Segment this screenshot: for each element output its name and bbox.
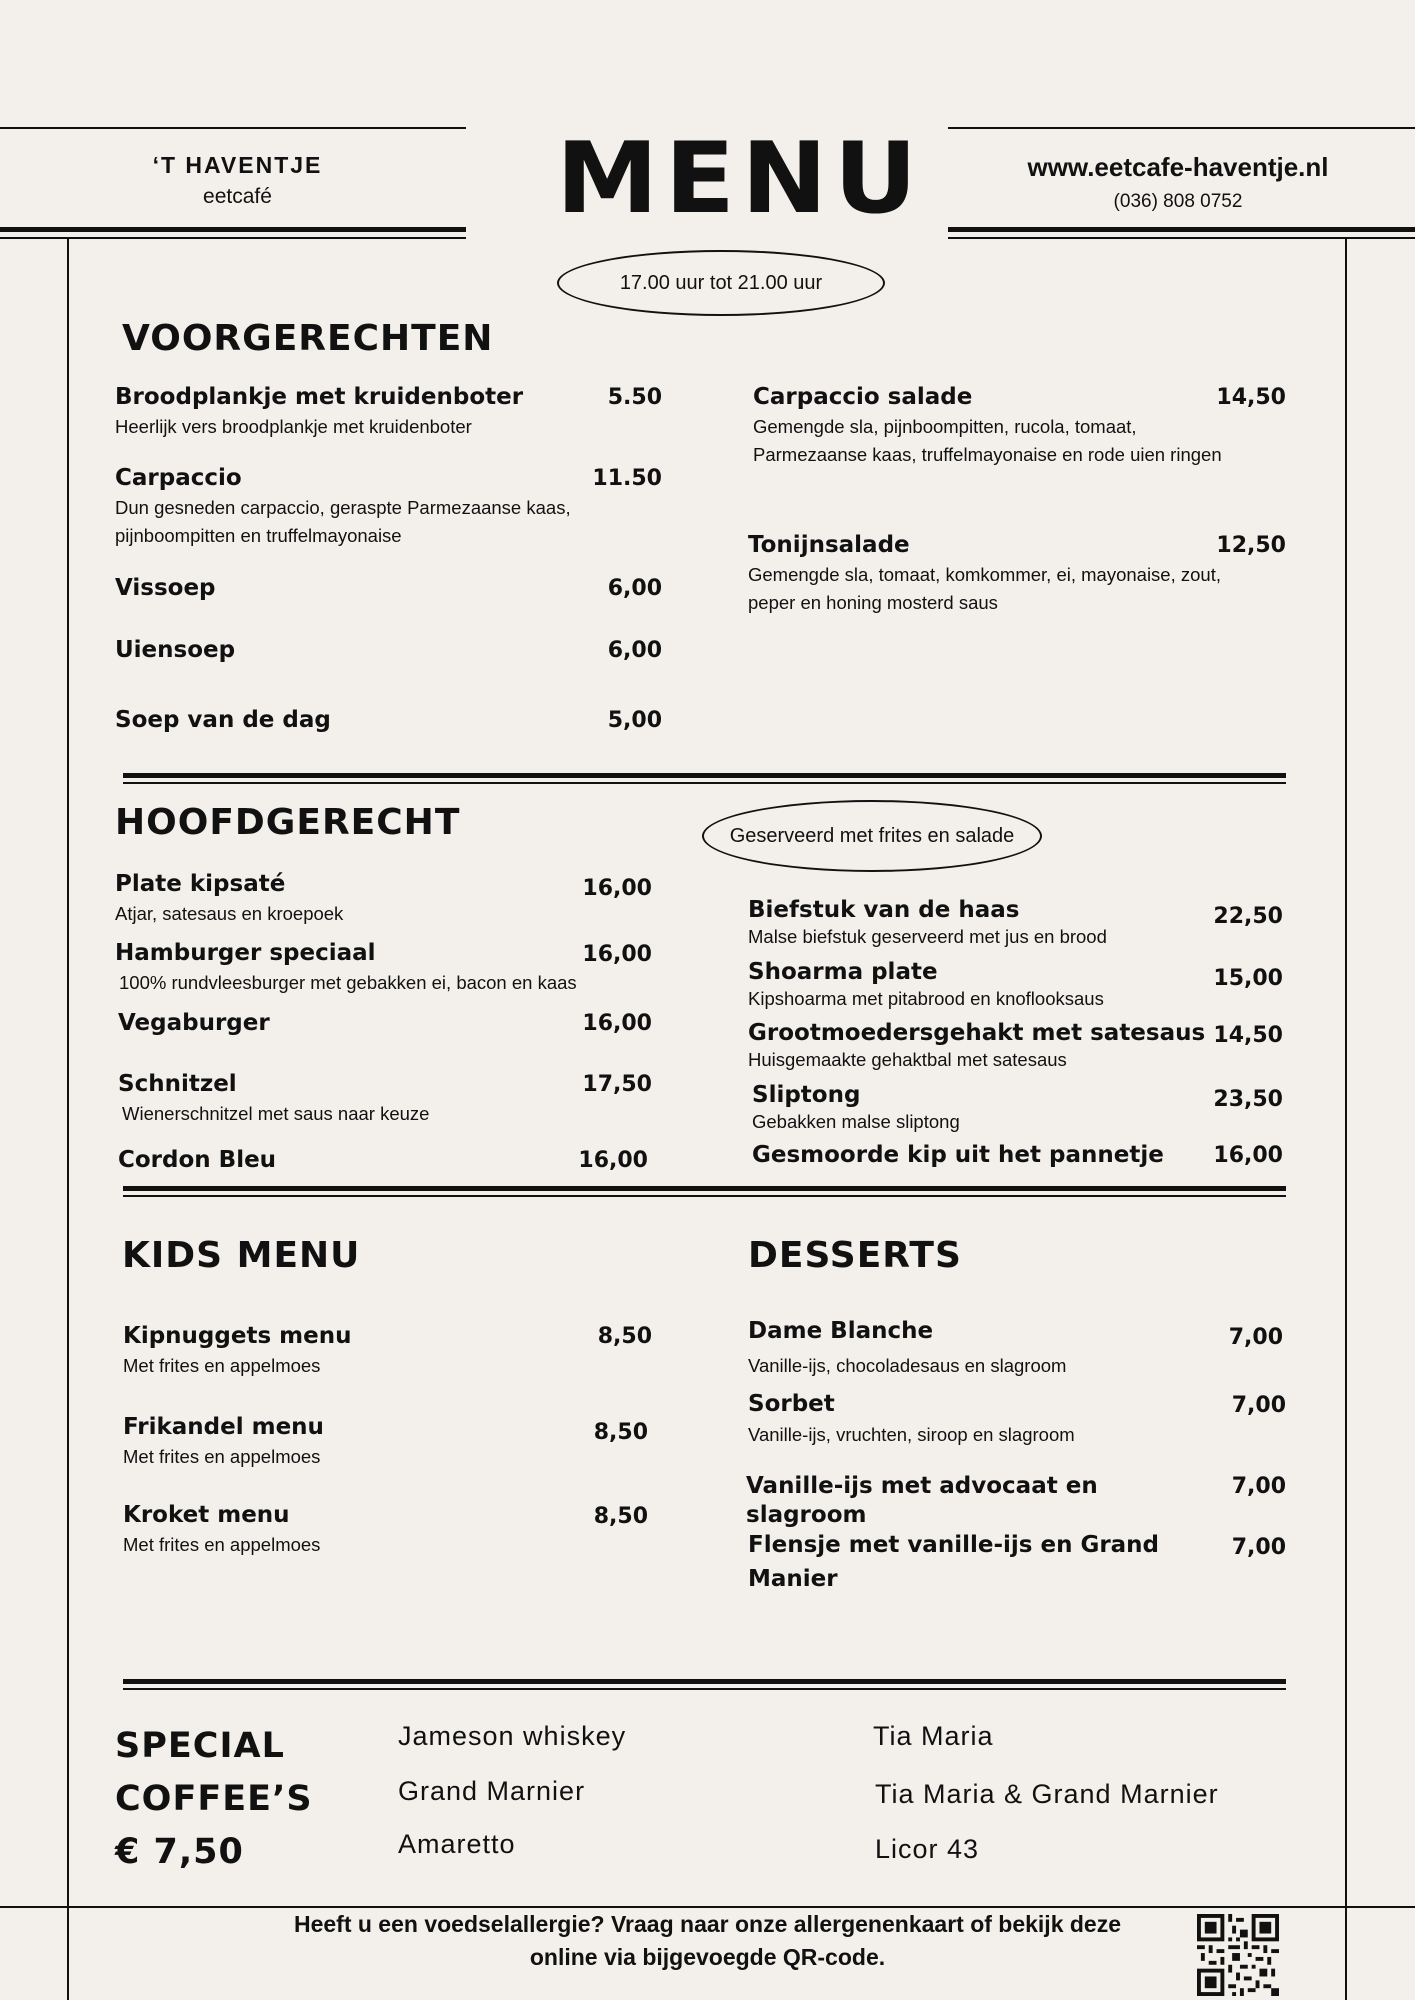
brand — [0, 152, 475, 209]
menu-item — [748, 896, 1228, 951]
item-description: Heerlijk vers broodplankje met kruidenboter — [115, 415, 472, 437]
menu-item — [115, 636, 515, 665]
item-description: Huisgemaakte gehaktbal met satesaus — [748, 1048, 1067, 1070]
menu-item — [748, 958, 1228, 1013]
item-price: 16,00 — [578, 1148, 648, 1173]
coffee-item: Tia Maria — [873, 1721, 994, 1751]
allergy-notice-line2: online via bijgevoegde QR-code. — [529, 1944, 886, 1970]
coffee-item: Licor 43 — [875, 1834, 980, 1864]
item-name: Sorbet — [748, 1391, 835, 1417]
frame-right-line — [1345, 239, 1347, 2000]
item-name: Broodplankje met kruidenboter — [115, 384, 524, 410]
header-left-bottom-thin-line — [0, 237, 466, 239]
divider-2-thick — [123, 1186, 1286, 1191]
menu-item — [118, 1070, 638, 1128]
item-description: 100% rundvleesburger met gebakken ei, bacon en kaas — [119, 971, 577, 993]
item-price: 17,50 — [582, 1072, 652, 1097]
served-with-text: Geserveerd met frites en salade — [729, 824, 1015, 847]
menu-item — [115, 939, 635, 997]
special-coffee-title — [115, 1720, 313, 1879]
item-price: 5,00 — [607, 708, 662, 733]
item-name: Shoarma plate — [748, 959, 938, 985]
item-description: Gemengde sla, tomaat, komkommer, ei, mayonaise, zout, peper en honing mosterd saus — [748, 563, 1221, 613]
special-coffee-price: € 7,50 — [115, 1832, 244, 1872]
item-name: Frikandel menu — [123, 1414, 324, 1440]
allergy-notice — [200, 1908, 1215, 1974]
menu-item — [115, 574, 515, 603]
menu-item — [752, 1081, 1232, 1136]
voorgerechten-title: VOORGERECHTEN — [122, 318, 494, 359]
item-price: 16,00 — [582, 1011, 652, 1036]
hoofdgerecht-title: HOOFDGERECHT — [115, 802, 461, 843]
item-name: Soep van de dag — [115, 707, 331, 733]
item-price: 7,00 — [1228, 1325, 1283, 1350]
item-name: Hamburger speciaal — [115, 940, 376, 966]
item-name: Biefstuk van de haas — [748, 897, 1020, 923]
item-name: Vegaburger — [118, 1010, 270, 1036]
menu-item — [123, 1322, 543, 1380]
brand-subtitle: eetcafé — [203, 185, 272, 208]
menu-item — [752, 1141, 1232, 1170]
divider-1-thick — [123, 773, 1286, 778]
item-price: 6,00 — [607, 576, 662, 601]
website-link[interactable]: www.eetcafe-haventje.nl — [1027, 152, 1329, 182]
item-description: Vanille-ijs, chocoladesaus en slagroom — [748, 1354, 1067, 1376]
item-description: Met frites en appelmoes — [123, 1445, 321, 1467]
hours-badge — [557, 250, 885, 316]
item-price: 16,00 — [1213, 1143, 1283, 1168]
item-price: 14,50 — [1216, 385, 1286, 410]
item-name: Schnitzel — [118, 1071, 237, 1097]
coffee-item: Tia Maria & Grand Marnier — [875, 1779, 1219, 1809]
item-description: Met frites en appelmoes — [123, 1354, 321, 1376]
item-price: 8,50 — [597, 1324, 652, 1349]
item-description: Atjar, satesaus en kroepoek — [115, 902, 344, 924]
menu-item — [115, 383, 635, 441]
item-price: 7,00 — [1231, 1393, 1286, 1418]
item-name: Dame Blanche — [748, 1318, 934, 1344]
hours-text: 17.00 uur tot 21.00 uur — [619, 271, 823, 294]
phone-number: (036) 808 0752 — [1113, 191, 1243, 212]
item-name: Carpaccio — [115, 465, 242, 491]
coffee-item: Amaretto — [398, 1829, 516, 1859]
menu-item — [748, 1528, 1178, 1596]
menu-item — [748, 1317, 1208, 1380]
item-price: 8,50 — [593, 1504, 648, 1529]
desserts-title: DESSERTS — [748, 1235, 962, 1276]
item-name: Sliptong — [752, 1082, 861, 1108]
item-name: Cordon Bleu — [118, 1147, 277, 1173]
item-price: 7,00 — [1231, 1474, 1286, 1499]
kids-menu-title: KIDS MENU — [122, 1235, 361, 1276]
divider-3-thin — [123, 1688, 1286, 1690]
item-price: 6,00 — [607, 638, 662, 663]
menu-item — [746, 1472, 1216, 1530]
page-title: MENU — [556, 122, 924, 236]
coffee-item: Jameson whiskey — [398, 1721, 627, 1751]
header-left-top-line — [0, 127, 466, 129]
menu-item — [115, 870, 635, 928]
item-price: 22,50 — [1213, 904, 1283, 929]
item-description: Wienerschnitzel met saus naar keuze — [122, 1102, 430, 1124]
item-price: 7,00 — [1231, 1535, 1286, 1560]
item-price: 11.50 — [592, 466, 662, 491]
header-right-top-line — [948, 127, 1415, 129]
item-name: Flensje met vanille-ijs en Grand Manier — [748, 1532, 1160, 1592]
item-description: Dun gesneden carpaccio, geraspte Parmezaanse kaas, pijnboompitten en truffelmayonaise — [115, 496, 571, 546]
item-name: Tonijnsalade — [748, 532, 910, 558]
contact-info — [948, 152, 1408, 213]
allergy-notice-line1: Heeft u een voedselallergie? Vraag naar onze allergenenkaart of bekijk deze — [293, 1911, 1122, 1937]
menu-item — [123, 1501, 543, 1559]
frame-left-line — [67, 239, 69, 2000]
item-name: Grootmoedersgehakt met satesaus — [748, 1020, 1206, 1046]
qr-code-icon[interactable] — [1197, 1914, 1279, 1996]
menu-item — [118, 1146, 518, 1175]
item-name: Carpaccio salade — [753, 384, 973, 410]
special-coffee-title-line2: COFFEE’S — [115, 1779, 313, 1819]
divider-3-thick — [123, 1679, 1286, 1684]
menu-item — [115, 706, 515, 735]
divider-2-thin — [123, 1195, 1286, 1197]
item-name: Kipnuggets menu — [123, 1323, 352, 1349]
item-price: 14,50 — [1213, 1023, 1283, 1048]
header-right-bottom-line — [948, 227, 1415, 232]
item-price: 8,50 — [593, 1420, 648, 1445]
item-name: Uiensoep — [115, 637, 236, 663]
item-name: Vissoep — [115, 575, 216, 601]
header-left-bottom-line — [0, 227, 466, 232]
menu-item — [748, 1390, 1208, 1449]
item-name: Gesmoorde kip uit het pannetje — [752, 1142, 1164, 1168]
item-description: Met frites en appelmoes — [123, 1533, 321, 1555]
item-price: 15,00 — [1213, 966, 1283, 991]
item-description: Gemengde sla, pijnboompitten, rucola, tomaat, Parmezaanse kaas, truffelmayonaise en rode uien ringen — [753, 415, 1222, 465]
item-price: 5.50 — [607, 385, 662, 410]
item-name: Plate kipsaté — [115, 871, 286, 897]
served-with-badge — [702, 800, 1042, 872]
coffee-item: Grand Marnier — [398, 1776, 586, 1806]
item-price: 16,00 — [582, 876, 652, 901]
menu-item — [115, 464, 635, 549]
item-description: Gebakken malse sliptong — [752, 1110, 960, 1132]
special-coffee-title-line1: SPECIAL — [115, 1726, 285, 1766]
brand-name: ‘T HAVENTJE — [152, 152, 323, 178]
item-description: Kipshoarma met pitabrood en knoflooksaus — [748, 987, 1104, 1009]
item-name: Kroket menu — [123, 1502, 290, 1528]
menu-item — [123, 1413, 543, 1471]
divider-1-thin — [123, 782, 1286, 784]
item-name: Vanille-ijs met advocaat en slagroom — [746, 1473, 1098, 1528]
item-price: 16,00 — [582, 942, 652, 967]
menu-item — [118, 1009, 518, 1038]
item-price: 12,50 — [1216, 533, 1286, 558]
item-description: Vanille-ijs, vruchten, siroop en slagroom — [748, 1423, 1075, 1445]
item-price: 23,50 — [1213, 1087, 1283, 1112]
menu-item — [748, 1019, 1228, 1074]
item-description: Malse biefstuk geserveerd met jus en brood — [748, 925, 1107, 947]
